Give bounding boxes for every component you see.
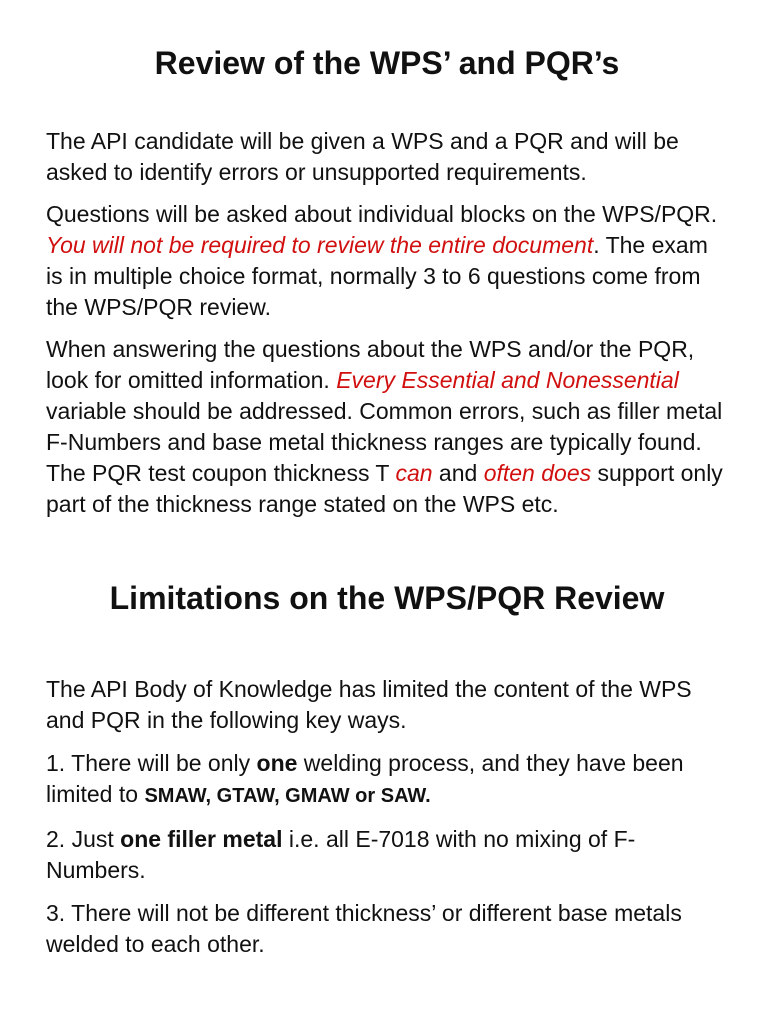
emphasis-one: one (256, 750, 298, 776)
paragraph-answering (46, 334, 728, 520)
paragraph-answering-text-b: variable should be addressed. Common errors, such as filler metal F-Numbers and base metal thickness ranges are typically found. The PQR test coupon thickness T (46, 398, 723, 486)
paragraph-answering-text-d: support only part of the thickness range stated on the WPS etc. (46, 460, 723, 517)
paragraph-body-of-knowledge-text: The API Body of Knowledge has limited the content of the WPS and PQR in the following key ways. (46, 676, 692, 733)
list-item-one-process-text-a: 1. There will be only (46, 750, 257, 776)
emphasis-often-does: often does (483, 460, 592, 486)
list-item-thickness (46, 898, 728, 960)
process-list: SMAW, GTAW, GMAW or SAW. (144, 785, 431, 807)
paragraph-candidate-text: The API candidate will be given a WPS and a PQR and will be asked to identify errors or unsupported requirements. (46, 128, 679, 185)
emphasis-can: can (395, 460, 433, 486)
list-item-filler-metal-text-b: i.e. all E-7018 with no mixing of F- Numbers. (46, 826, 636, 883)
paragraph-questions-text-b: . The exam is in multiple choice format, normally 3 to 6 questions come from the WPS/PQR review. (46, 232, 708, 320)
emphasis-essential-nonessential: Every Essential and Nonessential (336, 367, 679, 393)
list-item-filler-metal-text-a: 2. Just (46, 826, 121, 852)
paragraph-questions (46, 199, 728, 323)
paragraph-answering-text-a: When answering the questions about the WPS and/or the PQR, look for omitted information. (46, 336, 695, 393)
paragraph-questions-text-a: Questions will be asked about individual blocks on the WPS/PQR. (46, 201, 718, 227)
list-item-one-process-text-b: welding process, and they have been limited to (46, 750, 684, 807)
list-item-filler-metal (46, 824, 728, 886)
emphasis-not-required: You will not be required to review the entire document (46, 232, 594, 258)
paragraph-body-of-knowledge (46, 674, 728, 736)
section-title-limitations: Limitations on the WPS/PQR Review (109, 580, 665, 616)
list-item-one-process (46, 748, 728, 812)
emphasis-one-filler-metal: one filler metal (120, 826, 283, 852)
section-title-review: Review of the WPS’ and PQR’s (154, 45, 620, 81)
paragraph-candidate (46, 126, 728, 188)
paragraph-answering-text-c: and (432, 460, 484, 486)
list-item-thickness-text: 3. There will not be different thickness’ or different base metals welded to each other. (46, 900, 682, 957)
